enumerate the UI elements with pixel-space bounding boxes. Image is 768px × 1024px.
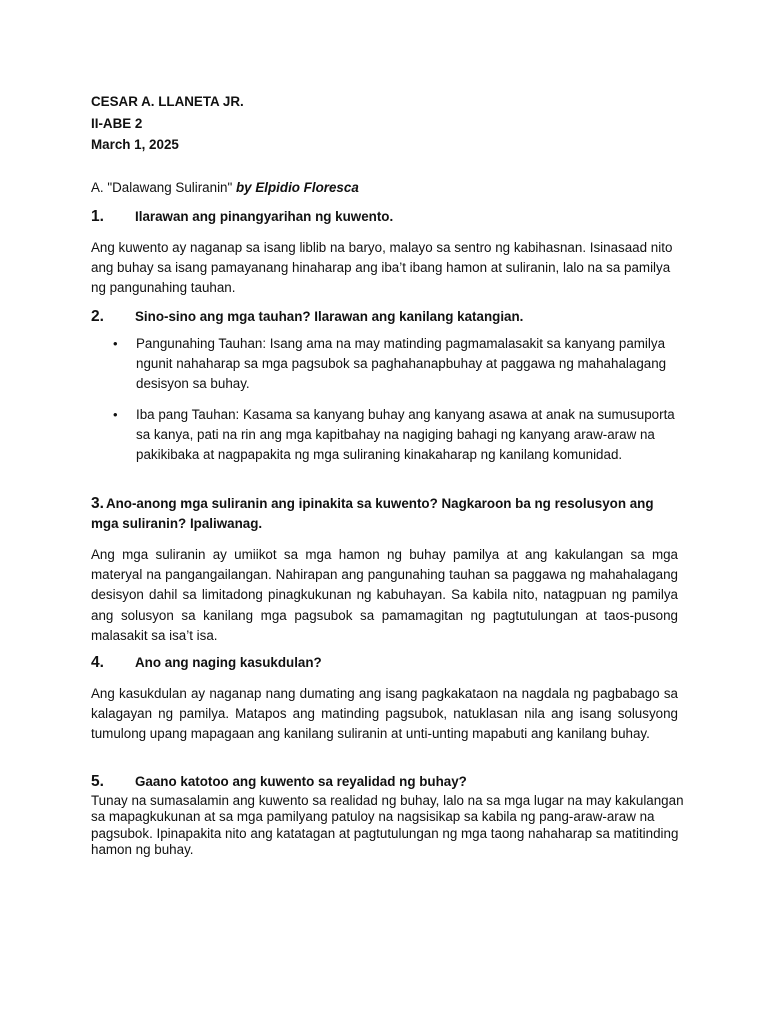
question-text: Ilarawan ang pinangyarihan ng kuwento. xyxy=(135,209,394,224)
question-text: Sino-sino ang mga tauhan? Ilarawan ang kanilang katangian. xyxy=(135,309,524,324)
document-date: March 1, 2025 xyxy=(91,137,179,152)
question-4 xyxy=(91,653,691,673)
answer-3: Ang mga suliranin ay umiikot sa mga hamon ng buhay pamilya at ang kakulangan sa mga materyal na pangangailangan. Nahirapan ang pangunahing tauhan sa paggawa ng mahahalagang desisyon dahil sa limitadong pinagkukunan ng kabuhayan. Sa kabila nito, natagpuan ng pamilya ang solusyon sa kanilang mga pagsubok sa pamamagitan ng pagtutulungan at taos-pusong malasakit sa isa’t isa. xyxy=(91,547,678,643)
bullet-item: Iba pang Tauhan: Kasama sa kanyang buhay ang kanyang asawa at anak na sumusuporta sa kanya, pati na rin ang mga kapitbahay na nagiging bahagi ng kanyang araw-araw na pakikibaka at nagpapakita ng mga suliraning kinakaharap ng kanilang komunidad. xyxy=(136,407,675,463)
question-1 xyxy=(91,207,691,227)
answer-1: Ang kuwento ay naganap sa isang liblib na baryo, malayo sa sentro ng kabihasnan. Isinasaad nito ang buhay sa isang pamayanang hinaharap ang iba’t ibang hamon at suliranin, lalo na sa pamilya ng pangunahing tauhan. xyxy=(91,240,673,296)
question-2 xyxy=(91,307,691,327)
bullet-icon: • xyxy=(113,336,118,351)
answer-4: Ang kasukdulan ay naganap nang dumating ang isang pagkakataon na nagdala ng pagbabago sa kalagayan ng pamilya. Matapos ang matinding pagsubok, natuklasan nila ang isang solusyong tumulong upang mapagaan ang kanilang suliranin at unti-unting mapabuti ang kanilang buhay. xyxy=(91,686,678,742)
question-5 xyxy=(91,772,691,792)
question-3 xyxy=(91,494,679,534)
student-name: CESAR A. LLANETA JR. xyxy=(91,94,244,109)
question-text: Gaano katotoo ang kuwento sa reyalidad ng buhay? xyxy=(135,774,467,789)
question-number: 2. xyxy=(91,308,104,325)
answer-5: Tunay na sumasalamin ang kuwento sa realidad ng buhay, lalo na sa mga lugar na may kakulangan sa mapagkukunan at sa mga pamilyang patuloy na nagsisikap sa kabila ng pang-araw-araw na pagsubok. Ipinapakita nito ang katatagan at pagtutulungan ng mga taong nahaharap sa matitinding hamon ng buhay. xyxy=(91,793,684,857)
question-text: Ano ang naging kasukdulan? xyxy=(135,655,322,670)
question-number: 1. xyxy=(91,208,104,225)
story-title: A. "Dalawang Suliranin" xyxy=(91,180,236,195)
bullet-icon: • xyxy=(113,407,118,422)
question-number: 3. xyxy=(91,495,104,512)
story-author: by Elpidio Floresca xyxy=(235,180,359,195)
bullet-item: Pangunahing Tauhan: Isang ama na may matinding pagmamalasakit sa kanyang pamilya ngunit nahaharap sa mga pagsubok sa paghahanapbuhay at paggawa ng mahahalagang desisyon sa buhay. xyxy=(136,336,667,392)
story-heading xyxy=(91,180,359,196)
question-number: 4. xyxy=(91,654,104,671)
question-text: Ano-anong mga suliranin ang ipinakita sa kuwento? Nagkaroon ba ng resolusyon ang mga suliranin? Ipaliwanag. xyxy=(91,496,654,531)
question-number: 5. xyxy=(91,773,104,790)
student-section: II-ABE 2 xyxy=(91,116,143,131)
